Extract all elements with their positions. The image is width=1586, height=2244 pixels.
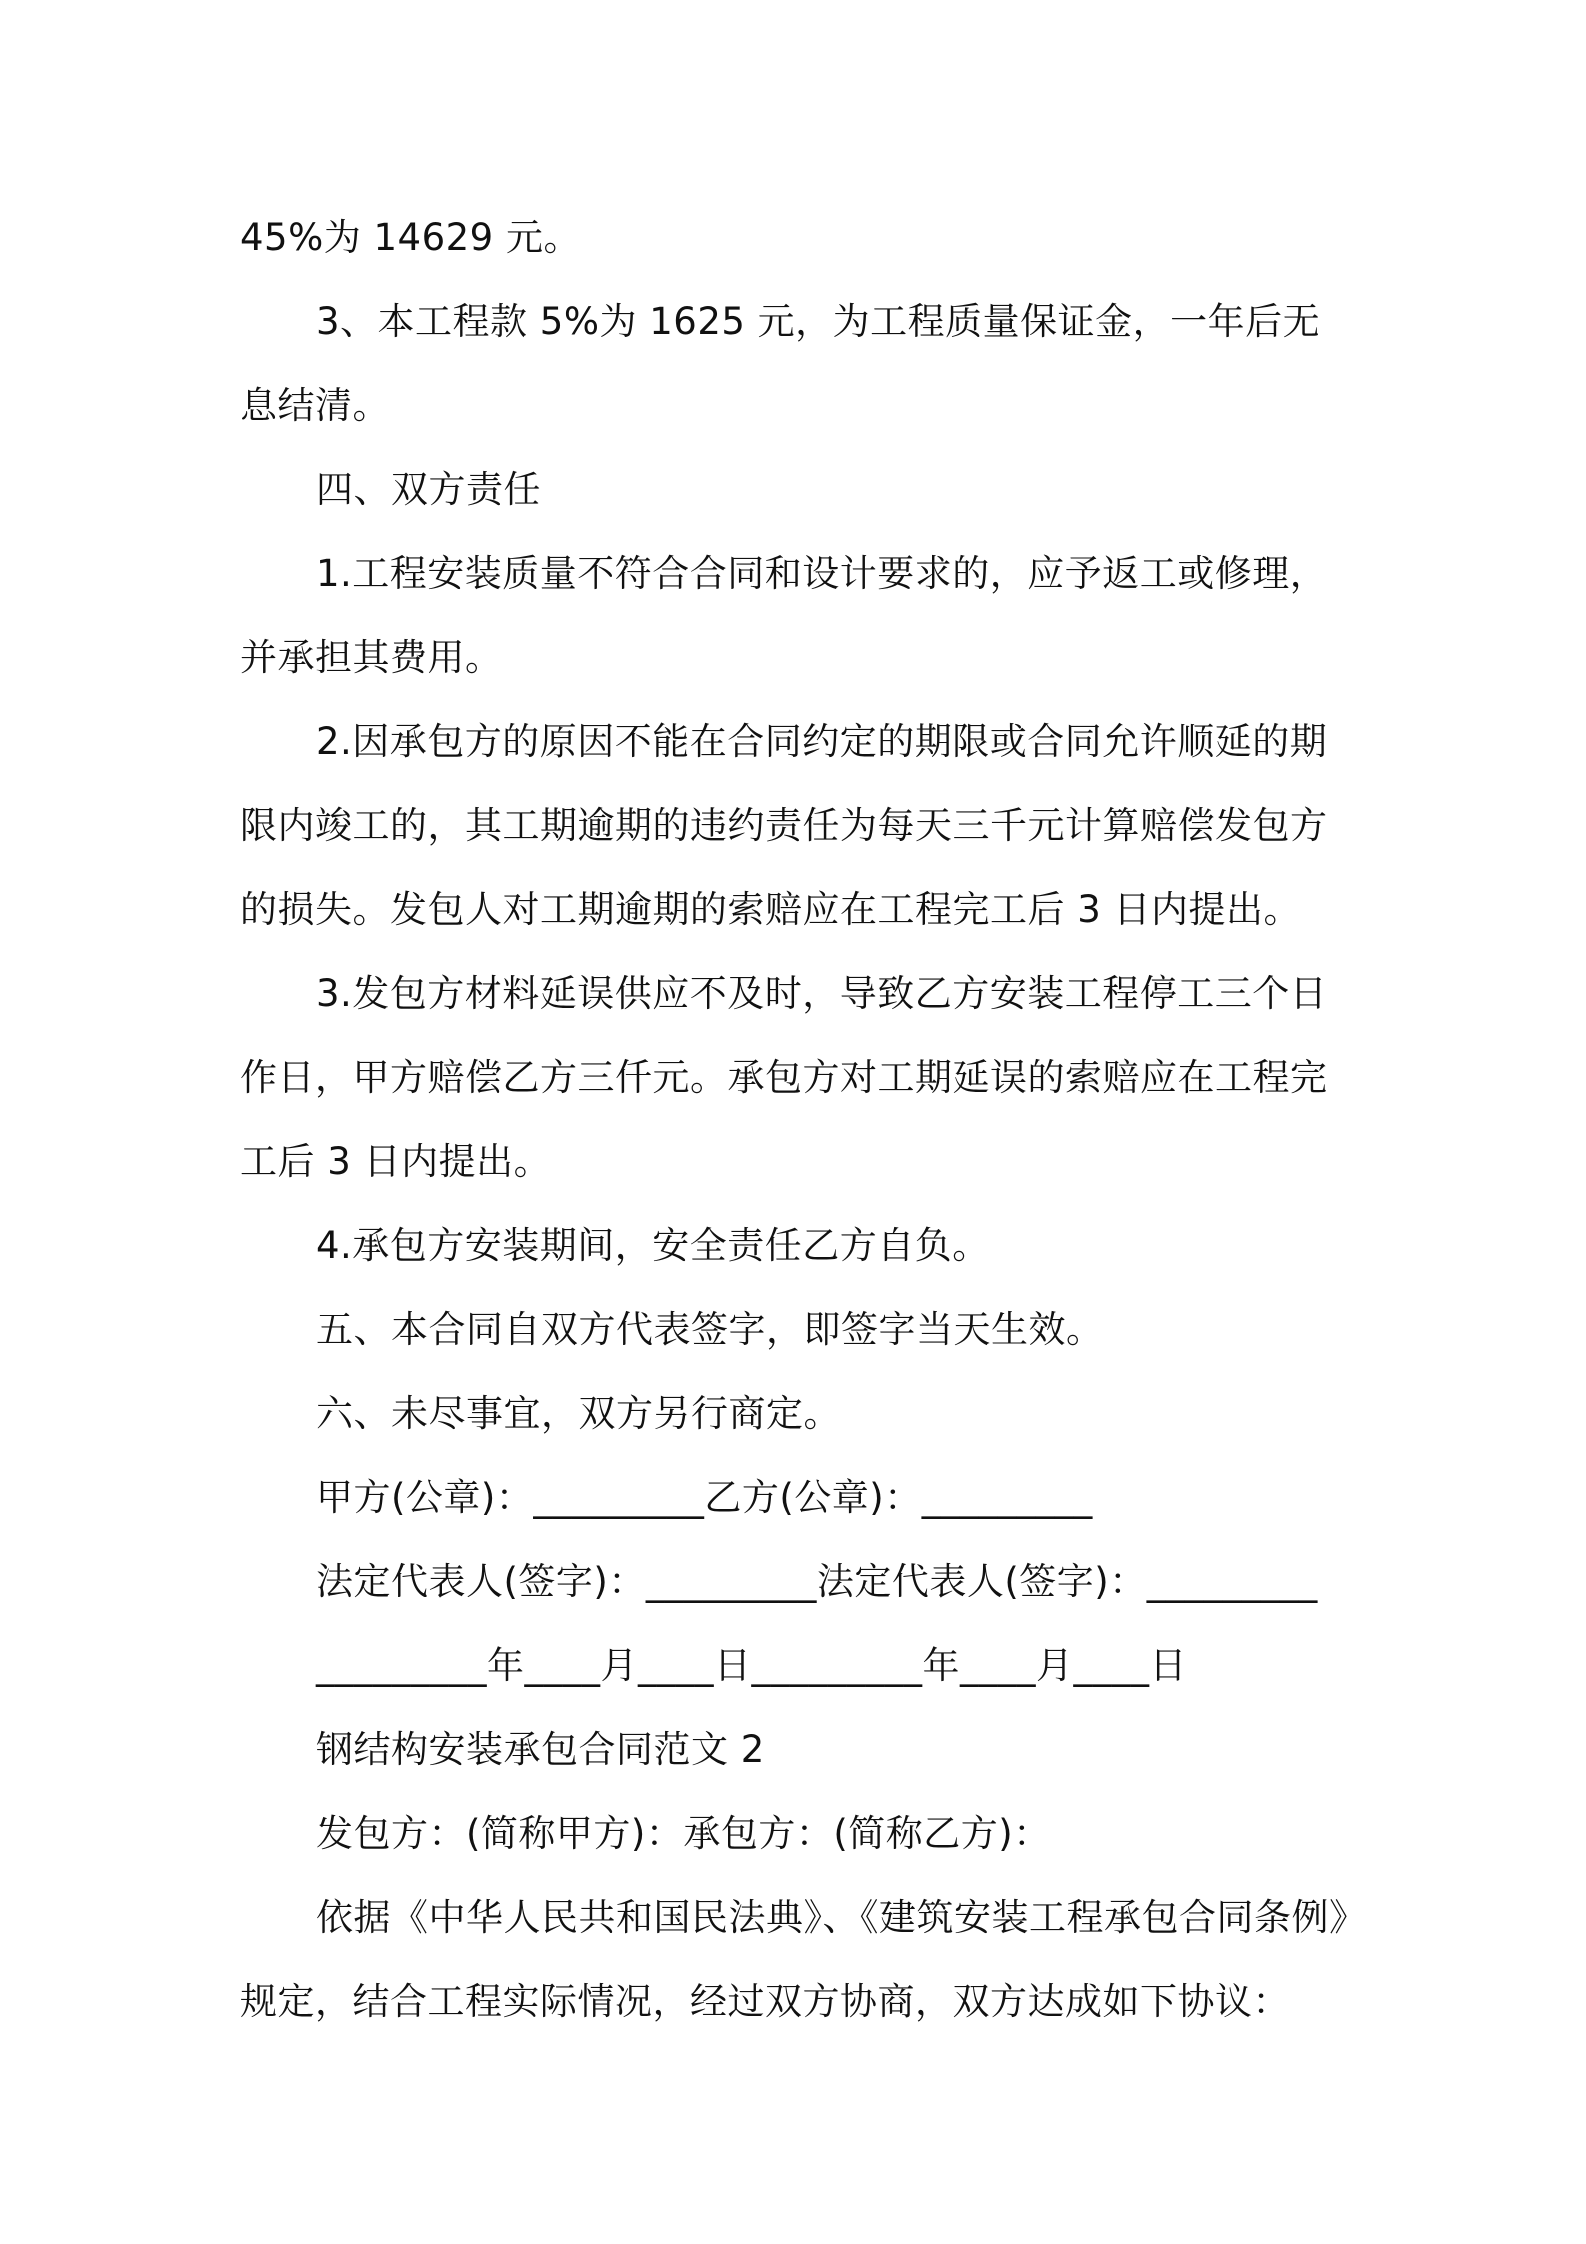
document-body — [240, 196, 1352, 2044]
signature-representative-line: 法定代表人(签字)：_________法定代表人(签字)：_________ — [316, 1560, 1318, 1603]
signature-date-line: _________年____月____日_________年____月____日 — [316, 1644, 1187, 1687]
section-heading-responsibilities: 四、双方责任 — [316, 468, 541, 511]
section-5-effective: 五、本合同自双方代表签字，即签字当天生效。 — [316, 1308, 1104, 1351]
clause-1-quality: 1.工程安装质量不符合合同和设计要求的，应予返工或修理，并承担其费用。 — [240, 552, 1328, 679]
clause-4-safety: 4.承包方安装期间，安全责任乙方自负。 — [316, 1224, 990, 1267]
clause-2-delay: 2.因承包方的原因不能在合同约定的期限或合同允许顺延的期限内竣工的，其工期逾期的违约责任为每天三千元计算赔偿发包方的损失。发包人对工期逾期的索赔应在工程完工后 3 日内提出。 — [240, 720, 1328, 931]
section-6-other-matters: 六、未尽事宜，双方另行商定。 — [316, 1392, 841, 1435]
clause-3-material-delay: 3.发包方材料延误供应不及时，导致乙方安装工程停工三个日作日，甲方赔偿乙方三仟元。承包方对工期延误的索赔应在工程完工后 3 日内提出。 — [240, 972, 1328, 1183]
signature-seal-line: 甲方(公章)：_________乙方(公章)：_________ — [316, 1476, 1093, 1519]
paragraph-payment-45: 45%为 14629 元。 — [240, 216, 581, 259]
paragraph-quality-deposit: 3、本工程款 5%为 1625 元，为工程质量保证金，一年后无息结清。 — [240, 300, 1321, 427]
document-section-title: 钢结构安装承包合同范文 2 — [316, 1728, 765, 1771]
legal-basis-paragraph: 依据《中华人民共和国民法典》、《建筑安装工程承包合同条例》规定，结合工程实际情况，经过双方协商，双方达成如下协议： — [240, 1896, 1348, 2023]
parties-line: 发包方：(简称甲方)：承包方：(简称乙方)： — [316, 1812, 1051, 1855]
